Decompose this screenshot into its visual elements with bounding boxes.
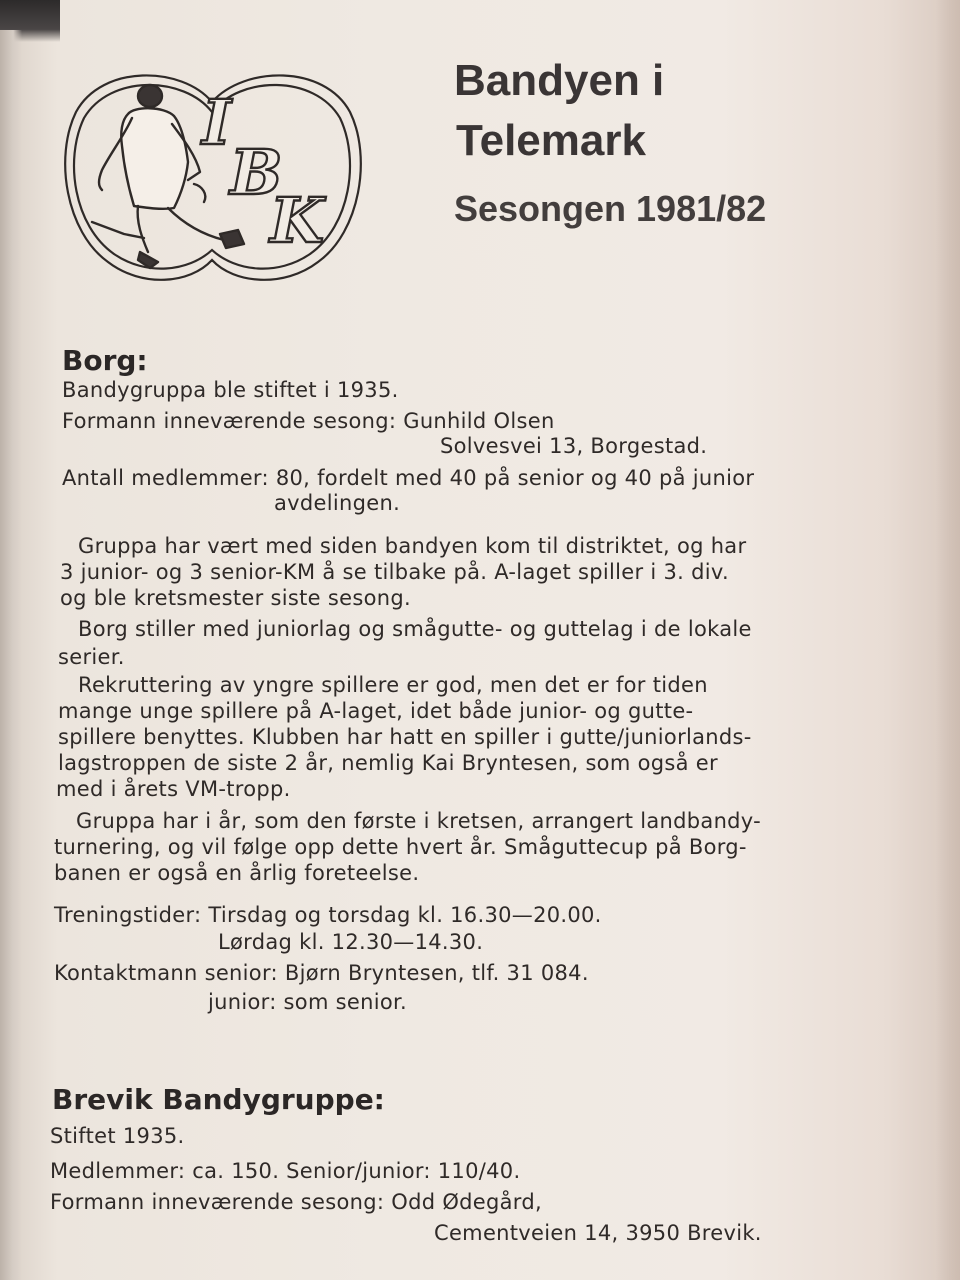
borg-line: med i årets VM-tropp. (56, 777, 291, 801)
brevik-line: Stiftet 1935. (50, 1124, 185, 1148)
page-title-line-1: Bandyen i (454, 56, 665, 105)
borg-line: 3 junior- og 3 senior-KM å se tilbake på. A-laget spiller i 3. div. (60, 560, 729, 584)
borg-line: Lørdag kl. 12.30—14.30. (218, 930, 484, 954)
borg-line: lagstroppen de siste 2 år, nemlig Kai Bryntesen, som også er (58, 751, 718, 775)
section-heading-borg: Borg: (62, 344, 148, 377)
borg-line: Gruppa har vært med siden bandyen kom til distriktet, og har (78, 534, 747, 558)
borg-line: Gruppa har i år, som den første i kretsen, arrangert landbandy- (76, 809, 762, 833)
logo-letter-k: K (270, 184, 324, 257)
season-subtitle: Sesongen 1981/82 (454, 188, 767, 229)
logo-letter-i: I (202, 86, 232, 159)
borg-line: mange unge spillere på A-laget, idet både junior- og gutte- (58, 699, 694, 723)
borg-line: turnering, og vil følge opp dette hvert år. Småguttecup på Borg- (54, 835, 747, 859)
borg-line: Antall medlemmer: 80, fordelt med 40 på senior og 40 på junior (62, 466, 755, 490)
page-title-line-2: Telemark (456, 116, 646, 165)
borg-line: Rekruttering av yngre spillere er god, men det er for tiden (78, 673, 708, 697)
page-edge-shadow (936, 0, 960, 1280)
borg-line: spillere benyttes. Klubben har hatt en spiller i gutte/juniorlands- (58, 725, 752, 749)
borg-line: Borg stiller med juniorlag og smågutte- og guttelag i de lokale (78, 617, 752, 641)
ibk-club-logo (62, 62, 364, 292)
section-heading-brevik: Brevik Bandygruppe: (52, 1083, 385, 1116)
brevik-line: Medlemmer: ca. 150. Senior/junior: 110/40. (50, 1159, 521, 1183)
borg-line: avdelingen. (274, 491, 401, 515)
brevik-line: Cementveien 14, 3950 Brevik. (434, 1221, 762, 1245)
borg-line: og ble kretsmester siste sesong. (60, 586, 411, 610)
borg-line: banen er også en årlig foreteelse. (54, 861, 420, 885)
logo-letter-b: B (230, 136, 283, 209)
borg-line: junior: som senior. (208, 990, 408, 1014)
brevik-line: Formann inneværende sesong: Odd Ødegård, (50, 1190, 542, 1214)
borg-line: Kontaktmann senior: Bjørn Bryntesen, tlf. 31 084. (54, 961, 589, 985)
borg-line: Bandygruppa ble stiftet i 1935. (62, 378, 399, 402)
borg-line: Formann inneværende sesong: Gunhild Olsen (62, 409, 555, 433)
page-binding (0, 30, 22, 1280)
borg-line: serier. (58, 645, 125, 669)
borg-line: Solvesvei 13, Borgestad. (440, 434, 708, 458)
borg-line: Treningstider: Tirsdag og torsdag kl. 16.30—20.00. (54, 903, 602, 927)
